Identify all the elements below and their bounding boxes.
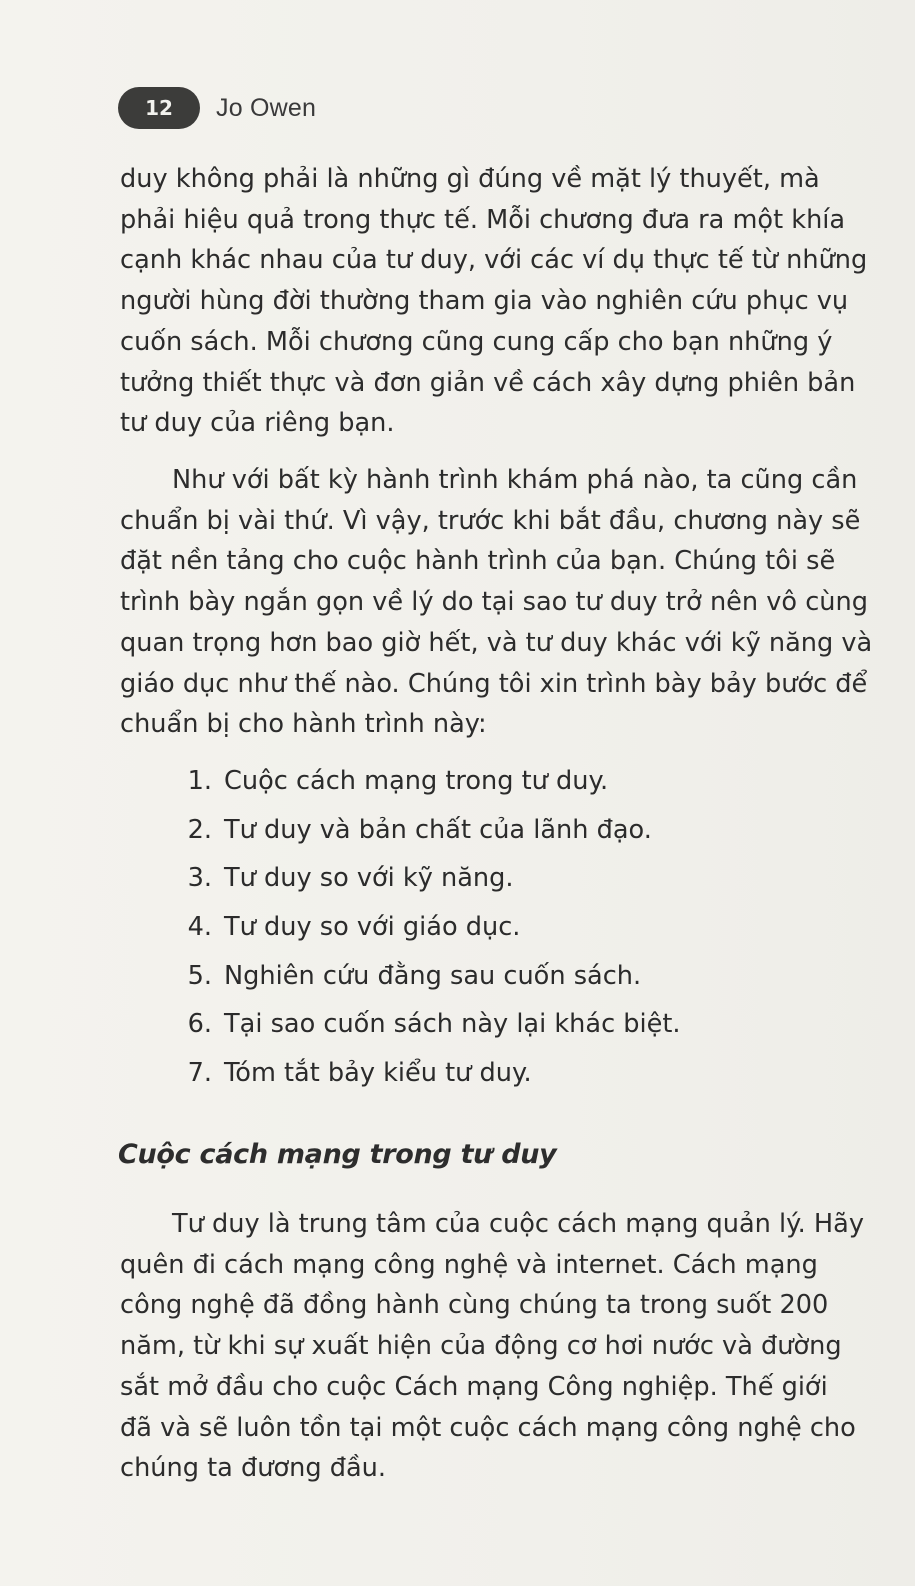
list-item <box>120 906 681 955</box>
list-item-number: 7. <box>187 1058 212 1089</box>
list-item-number: 4. <box>187 912 212 943</box>
list-item-number: 6. <box>187 1009 212 1040</box>
text-line: duy không phải là những gì đúng về mặt lý thuyết, mà <box>120 164 820 194</box>
page-header <box>118 86 316 130</box>
text-line: tưởng thiết thực và đơn giản về cách xây dựng phiên bản <box>120 367 856 398</box>
list-item-text: Tư duy so với kỹ năng. <box>224 863 514 894</box>
text-line: quan trọng hơn bao giờ hết, và tư duy khác với kỹ năng và <box>120 627 873 658</box>
list-item <box>120 1052 681 1101</box>
text-line: sắt mở đầu cho cuộc Cách mạng Công nghiệp. Thế giới <box>120 1371 828 1402</box>
text-line <box>120 460 868 501</box>
list-item <box>120 955 681 1004</box>
seven-steps-list <box>120 760 681 1101</box>
text-line: công nghệ đã đồng hành cùng chúng ta trong suốt 200 <box>120 1290 829 1321</box>
text-line: giáo dục như thế nào. Chúng tôi xin trình bày bảy bước để <box>120 668 868 699</box>
list-item-text: Tóm tắt bảy kiểu tư duy. <box>224 1058 532 1089</box>
text-line <box>120 1204 868 1245</box>
list-item <box>120 809 681 858</box>
list-item <box>120 1003 681 1052</box>
text-line: tư duy của riêng bạn. <box>120 408 395 439</box>
list-item-number: 1. <box>187 766 212 796</box>
list-item-number: 2. <box>187 814 212 845</box>
text-line: chuẩn bị cho hành trình này: <box>120 709 487 740</box>
text-line: năm, từ khi sự xuất hiện của động cơ hơi nước và đường <box>120 1331 842 1362</box>
paragraph-intro-continuation <box>120 159 868 444</box>
text-line: đã và sẽ luôn tồn tại một cuộc cách mạng công nghệ cho <box>120 1412 856 1443</box>
list-item-text: Nghiên cứu đằng sau cuốn sách. <box>224 960 642 991</box>
text-line: chuẩn bị vài thứ. Vì vậy, trước khi bắt đầu, chương này sẽ <box>120 505 861 536</box>
text-line: chúng ta đương đầu. <box>120 1453 386 1484</box>
list-item-number: 5. <box>187 960 212 991</box>
paragraph-management-revolution <box>120 1204 868 1489</box>
text-line: trình bày ngắn gọn về lý do tại sao tư duy trở nên vô cùng <box>120 587 868 618</box>
text-line: cạnh khác nhau của tư duy, với các ví dụ thực tế từ những <box>120 245 868 276</box>
list-item-text: Tư duy và bản chất của lãnh đạo. <box>224 814 652 845</box>
text-line-content: Như với bất kỳ hành trình khám phá nào, ta cũng cần <box>172 465 858 495</box>
section-heading: Cuộc cách mạng trong tư duy <box>118 1139 557 1170</box>
list-item <box>120 857 681 906</box>
text-line: phải hiệu quả trong thực tế. Mỗi chương đưa ra một khía <box>120 204 846 235</box>
list-item <box>120 760 681 809</box>
text-line: cuốn sách. Mỗi chương cũng cung cấp cho bạn những ý <box>120 326 833 357</box>
text-line: người hùng đời thường tham gia vào nghiên cứu phục vụ <box>120 286 849 317</box>
list-item-text: Tư duy so với giáo dục. <box>224 912 521 943</box>
text-line: quên đi cách mạng công nghệ và internet. Cách mạng <box>120 1249 818 1280</box>
text-line-content: Tư duy là trung tâm của cuộc cách mạng quản lý. Hãy <box>172 1209 864 1239</box>
running-head-author: Jo Owen <box>216 93 317 122</box>
list-item-text: Cuộc cách mạng trong tư duy. <box>224 766 609 796</box>
paragraph-journey-preparation <box>120 460 873 745</box>
list-item-number: 3. <box>187 863 212 894</box>
page-number-badge: 12 <box>118 87 200 129</box>
text-line: đặt nền tảng cho cuộc hành trình của bạn. Chúng tôi sẽ <box>120 546 836 577</box>
list-item-text: Tại sao cuốn sách này lại khác biệt. <box>224 1009 681 1040</box>
